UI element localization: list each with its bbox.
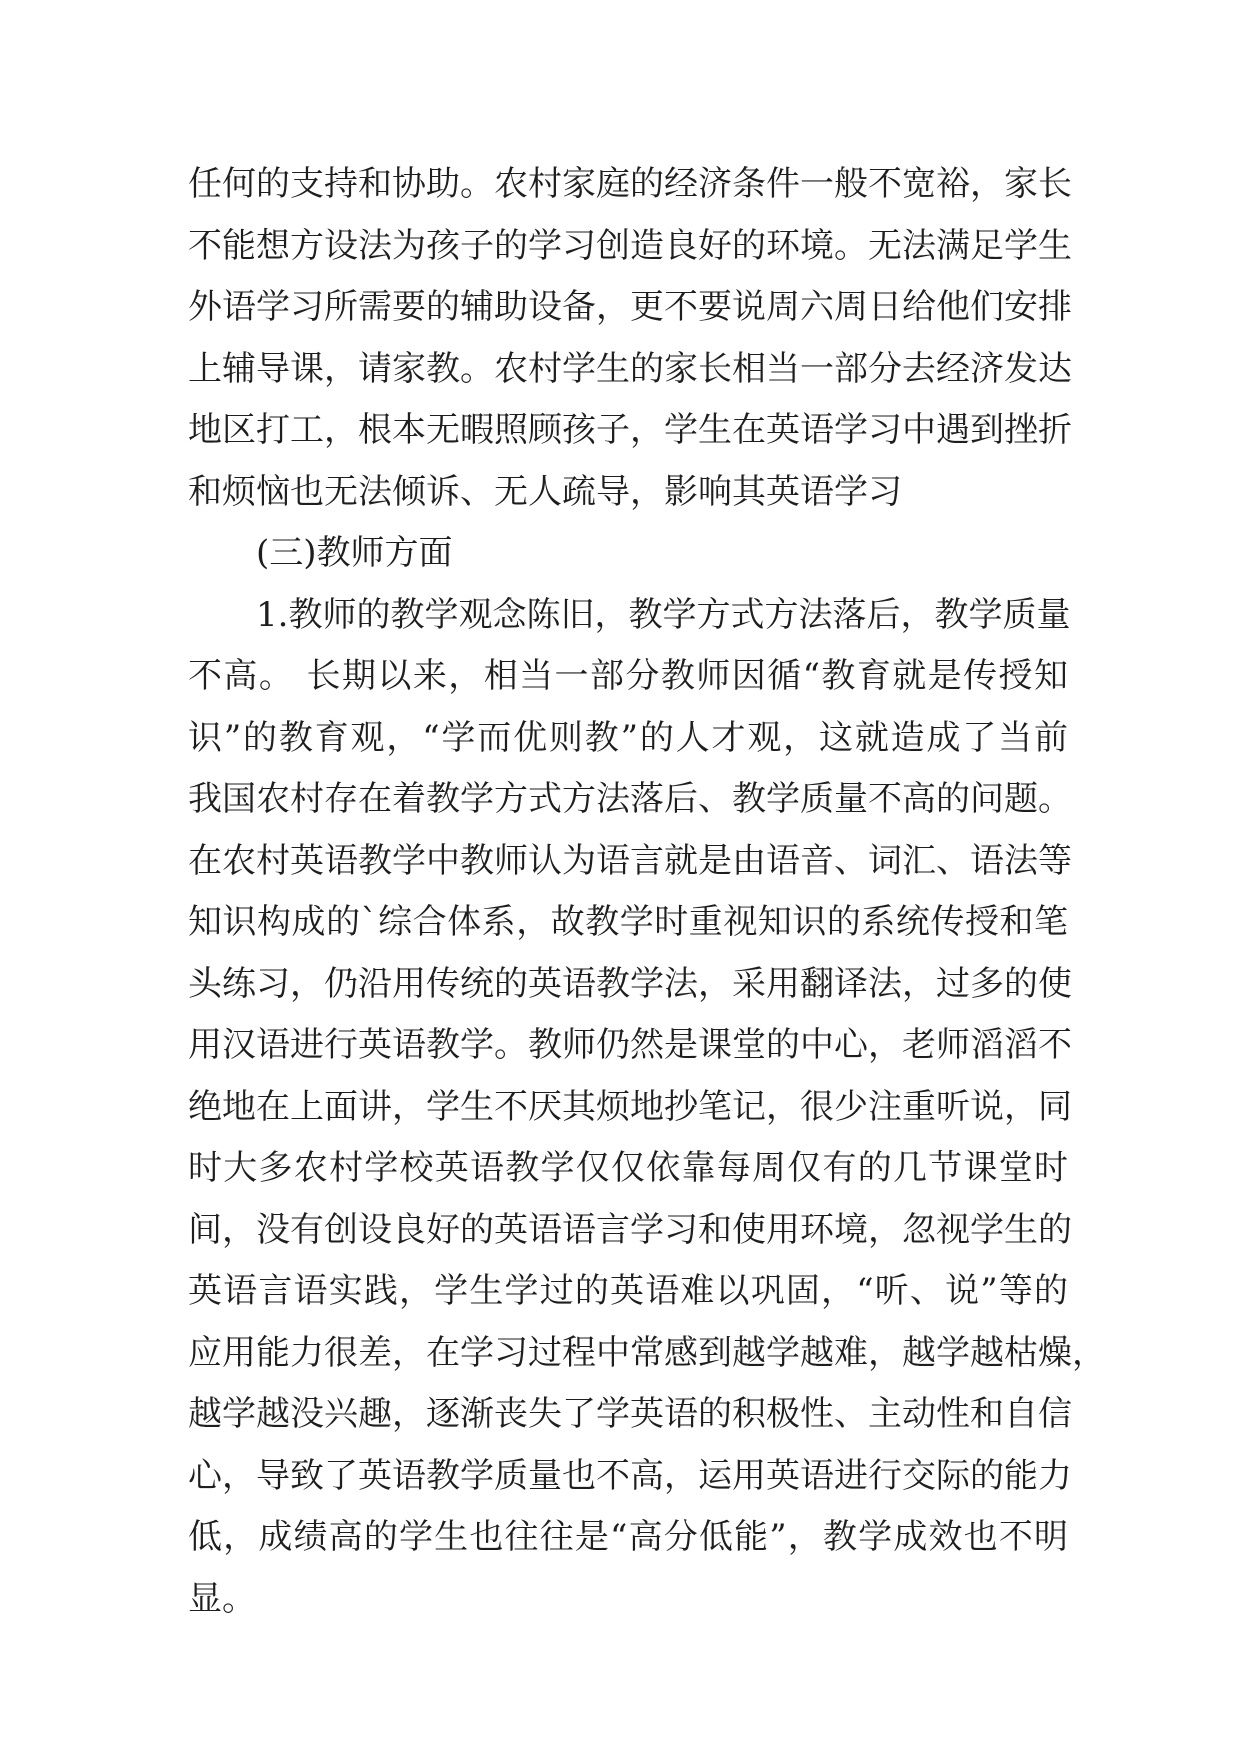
text-line: 和烦恼也无法倾诉、无人疏导，影响其英语学习 <box>188 471 902 512</box>
text-line: 不能想方设法为孩子的学习创造良好的环境。无法满足学生 <box>188 225 1072 266</box>
paragraph-rural-family <box>188 154 1072 523</box>
text-line: 我国农村存在着教学方式方法落后、教学质量不高的问题。 <box>188 779 1072 819</box>
text-line: 时大多农村学校英语教学仅仅依靠每周仅有的几节课堂时 <box>188 1148 1068 1188</box>
text-line: 心，导致了英语教学质量也不高，运用英语进行交际的能力 <box>188 1455 1072 1496</box>
document-body <box>188 154 1106 1630</box>
text-line: 上辅导课，请家教。农村学生的家长相当一部分去经济发达 <box>188 348 1072 389</box>
text-line: 在农村英语教学中教师认为语言就是由语音、词汇、语法等 <box>188 840 1072 881</box>
text-line: 间，没有创设良好的英语语言学习和使用环境，忽视学生的 <box>188 1209 1072 1250</box>
text-line: 显。 <box>188 1578 256 1619</box>
text-line: 越学越没兴趣，逐渐丧失了学英语的积极性、主动性和自信 <box>188 1394 1072 1434</box>
section-heading: (三)教师方面 <box>256 533 453 573</box>
text-line: 外语学习所需要的辅助设备，更不要说周六周日给他们安排 <box>188 287 1072 327</box>
text-line: 任何的支持和协助。农村家庭的经济条件一般不宽裕，家长 <box>188 164 1072 204</box>
text-line: 头练习，仍沿用传统的英语教学法，采用翻译法，过多的使 <box>188 963 1072 1004</box>
text-line: 1.教师的教学观念陈旧，教学方式方法落后，教学质量 <box>256 594 1071 635</box>
text-line: 用汉语进行英语教学。教师仍然是课堂的中心，老师滔滔不 <box>188 1025 1072 1065</box>
text-line: 低，成绩高的学生也往往是“高分低能”，教学成效也不明 <box>188 1517 1068 1557</box>
text-line: 识”的教育观，“学而优则教”的人才观，这就造成了当前 <box>188 717 1068 758</box>
text-line: 绝地在上面讲，学生不厌其烦地抄笔记，很少注重听说，同 <box>188 1086 1072 1127</box>
text-line: 地区打工，根本无暇照顾孩子，学生在英语学习中遇到挫折 <box>188 410 1072 450</box>
text-line: 应用能力很差，在学习过程中常感到越学越难，越学越枯燥， <box>188 1332 1106 1373</box>
paragraph-teacher-issues <box>188 585 1106 1631</box>
text-line: 不高。 长期以来，相当一部分教师因循“教育就是传授知 <box>188 656 1068 696</box>
text-line: 英语言语实践，学生学过的英语难以巩固，“听、说”等的 <box>188 1271 1068 1311</box>
text-line: 知识构成的`综合体系，故教学时重视知识的系统传授和笔 <box>188 902 1068 942</box>
